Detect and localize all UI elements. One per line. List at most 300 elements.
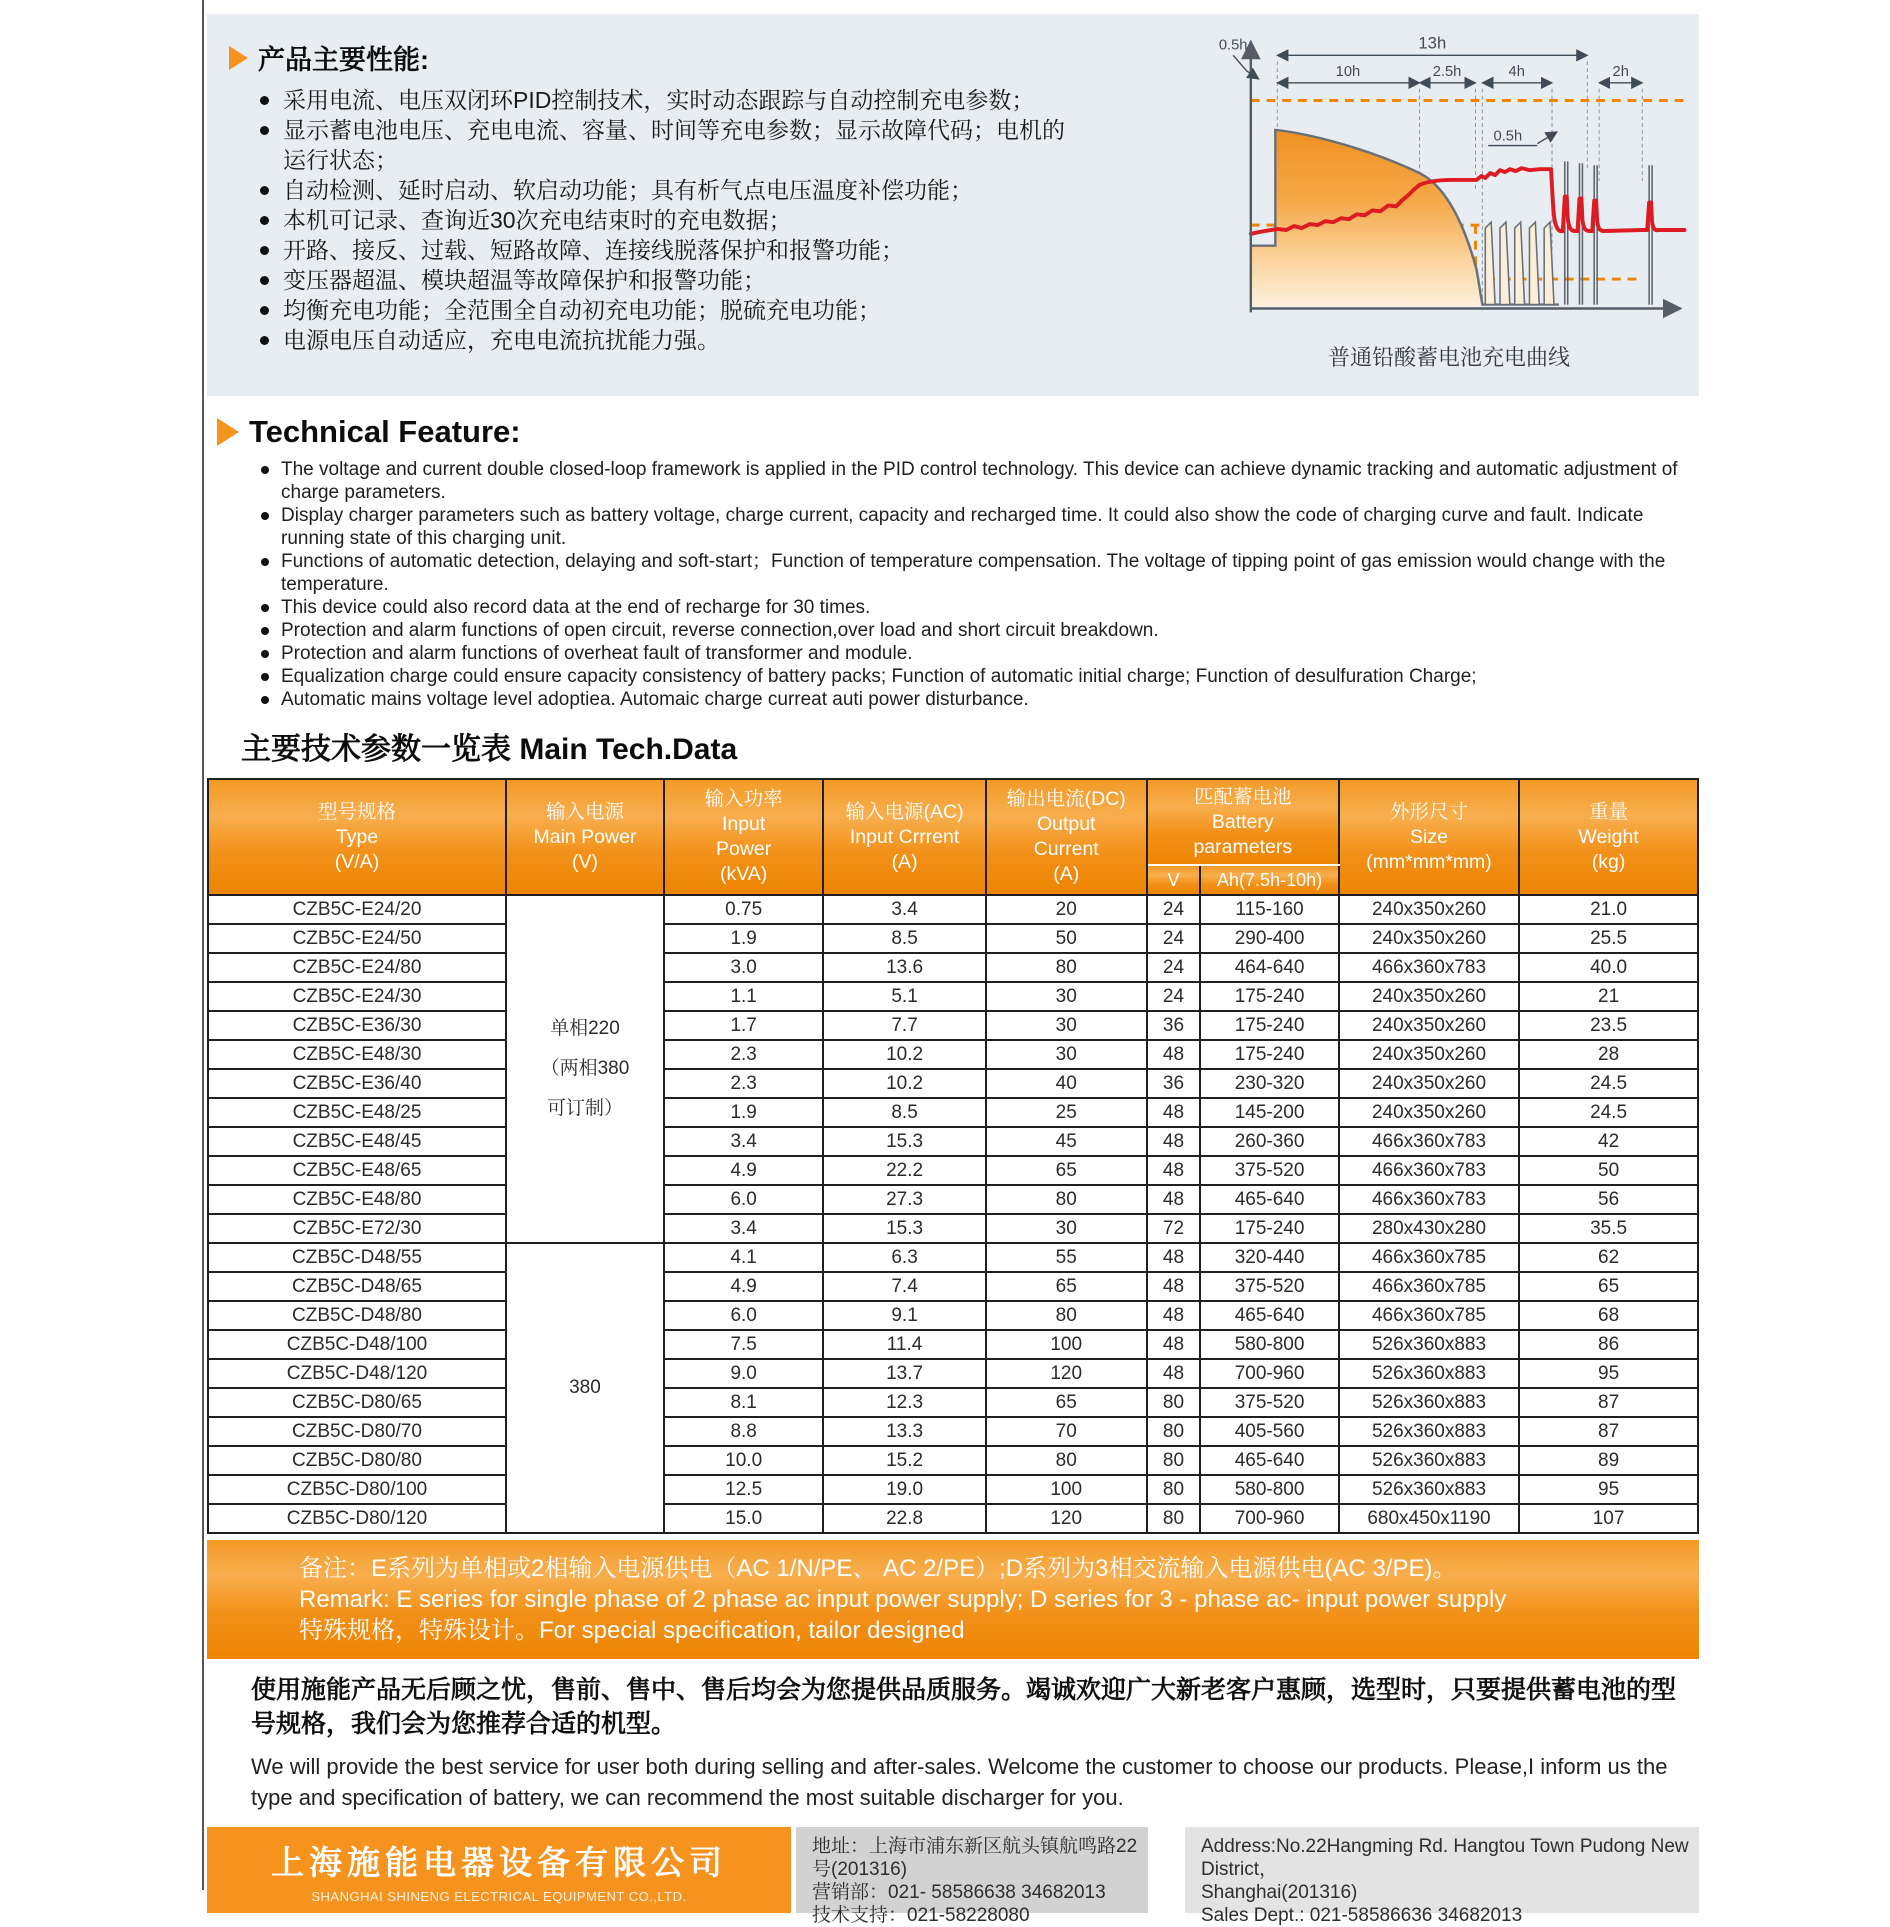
cell-battery-ah: 175-240 bbox=[1200, 1011, 1339, 1040]
cell-input-current: 13.6 bbox=[823, 953, 985, 982]
cell-output-current: 65 bbox=[986, 1388, 1147, 1417]
cell-size: 240x350x260 bbox=[1339, 1069, 1519, 1098]
spec-table-row bbox=[208, 1475, 1698, 1504]
cell-battery-ah: 145-200 bbox=[1200, 1098, 1339, 1127]
cell-battery-ah: 375-520 bbox=[1200, 1272, 1339, 1301]
technical-bullet: Equalization charge could ensure capacity consistency of battery packs; Function of automatic initial charge; Function of desulfuration Charge; bbox=[257, 665, 1705, 688]
spec-table-row bbox=[208, 1040, 1698, 1069]
performance-bullet: 自动检测、延时启动、软启动功能；具有析气点电压温度补偿功能； bbox=[255, 175, 1085, 205]
cell-battery-v: 48 bbox=[1147, 1301, 1201, 1330]
cell-input-current: 12.3 bbox=[823, 1388, 985, 1417]
cell-type: CZB5C-D80/100 bbox=[208, 1475, 506, 1504]
service-text-zh: 使用施能产品无后顾之忧，售前、售中、售后均会为您提供品质服务。竭诚欢迎广大新老客户惠顾，选型时，只要提供蓄电池的型号规格，我们会为您推荐合适的机型。 bbox=[251, 1676, 1677, 1738]
cell-weight: 95 bbox=[1519, 1359, 1698, 1388]
main-power-line: （两相380 bbox=[540, 1058, 630, 1079]
col-header-input-current bbox=[823, 779, 985, 895]
cell-weight: 21.0 bbox=[1519, 895, 1698, 924]
cell-type: CZB5C-D48/55 bbox=[208, 1243, 506, 1272]
company-name-zh: 上海施能电器设备有限公司 bbox=[271, 1843, 727, 1881]
cell-type: CZB5C-D80/65 bbox=[208, 1388, 506, 1417]
cell-type: CZB5C-D48/100 bbox=[208, 1330, 506, 1359]
cell-weight: 62 bbox=[1519, 1243, 1698, 1272]
cell-size: 280x430x280 bbox=[1339, 1214, 1519, 1243]
spec-table-row bbox=[208, 895, 1698, 924]
cell-weight: 65 bbox=[1519, 1272, 1698, 1301]
cell-type: CZB5C-E24/80 bbox=[208, 953, 506, 982]
cell-input-current: 5.1 bbox=[823, 982, 985, 1011]
cell-battery-v: 48 bbox=[1147, 1243, 1201, 1272]
table-title: 主要技术参数一览表 Main Tech.Data bbox=[241, 733, 738, 766]
service-section bbox=[207, 1673, 1691, 1813]
header-line: (mm*mm*mm) bbox=[1366, 850, 1492, 873]
spec-table-row bbox=[208, 1214, 1698, 1243]
cell-size: 526x360x883 bbox=[1339, 1330, 1519, 1359]
cell-weight: 87 bbox=[1519, 1388, 1698, 1417]
cell-type: CZB5C-D48/65 bbox=[208, 1272, 506, 1301]
spec-table-row bbox=[208, 924, 1698, 953]
cell-size: 526x360x883 bbox=[1339, 1388, 1519, 1417]
spec-table-row bbox=[208, 1388, 1698, 1417]
cell-input-current: 13.7 bbox=[823, 1359, 985, 1388]
col-header-battery-ah: Ah(7.5h-10h) bbox=[1200, 865, 1339, 895]
cell-size: 526x360x883 bbox=[1339, 1359, 1519, 1388]
cell-battery-v: 24 bbox=[1147, 982, 1201, 1011]
cell-type: CZB5C-D48/120 bbox=[208, 1359, 506, 1388]
performance-bullet: 变压器超温、模块超温等故障保护和报警功能； bbox=[255, 265, 1085, 295]
cell-main-power-merged bbox=[506, 1243, 664, 1533]
spec-table-row bbox=[208, 1330, 1698, 1359]
cell-size: 466x360x785 bbox=[1339, 1301, 1519, 1330]
col-header-size bbox=[1339, 779, 1519, 895]
cell-input-power: 4.9 bbox=[664, 1156, 823, 1185]
label-seg1: 10h bbox=[1335, 63, 1361, 80]
remark-line-zh: 备注：E系列为单相或2相输入电源供电（AC 1/N/PE、 AC 2/PE）;D系列为3相交流输入电源供电(AC 3/PE)。 bbox=[299, 1555, 1457, 1582]
header-line: 输入电源(AC) bbox=[845, 800, 964, 823]
cell-size: 240x350x260 bbox=[1339, 895, 1519, 924]
main-power-line: 单相220 bbox=[550, 1018, 620, 1039]
col-header-battery-v: V bbox=[1147, 865, 1201, 895]
cell-type: CZB5C-D80/120 bbox=[208, 1504, 506, 1533]
technical-feature-section bbox=[207, 414, 1699, 716]
cell-size: 240x350x260 bbox=[1339, 1098, 1519, 1127]
cell-size: 466x360x785 bbox=[1339, 1272, 1519, 1301]
cell-size: 466x360x783 bbox=[1339, 953, 1519, 982]
cell-type: CZB5C-E36/30 bbox=[208, 1011, 506, 1040]
cell-battery-ah: 700-960 bbox=[1200, 1359, 1339, 1388]
charging-curve-figure bbox=[1203, 22, 1695, 372]
cell-battery-v: 24 bbox=[1147, 924, 1201, 953]
performance-bullet-list bbox=[255, 85, 1085, 355]
cell-output-current: 40 bbox=[986, 1069, 1147, 1098]
technical-bullet: The voltage and current double closed-loop framework is applied in the PID control technology. This device can achieve dynamic tracking and automatic adjustment of charge parameters. bbox=[257, 458, 1705, 504]
header-line: (kVA) bbox=[719, 863, 768, 885]
cell-output-current: 70 bbox=[986, 1417, 1147, 1446]
label-seg2: 2.5h bbox=[1432, 63, 1462, 80]
address-en-line2: Shanghai(201316) bbox=[1201, 1882, 1358, 1903]
cell-battery-v: 36 bbox=[1147, 1011, 1201, 1040]
page-content bbox=[207, 0, 1699, 1926]
header-line: Input Crrrent bbox=[849, 825, 960, 848]
header-line: Current bbox=[1033, 838, 1099, 860]
spec-table-row bbox=[208, 1359, 1698, 1388]
spec-table-header bbox=[208, 779, 1698, 895]
triangle-bullet-icon bbox=[217, 418, 239, 446]
technical-feature-title bbox=[217, 414, 1699, 450]
cell-output-current: 20 bbox=[986, 895, 1147, 924]
contact-block-zh bbox=[796, 1827, 1148, 1926]
cell-weight: 107 bbox=[1519, 1504, 1698, 1533]
performance-bullet: 均衡充电功能；全范围全自动初充电功能；脱硫充电功能； bbox=[255, 295, 1085, 325]
cell-input-power: 9.0 bbox=[664, 1359, 823, 1388]
cell-type: CZB5C-E24/30 bbox=[208, 982, 506, 1011]
cell-input-power: 1.9 bbox=[664, 1098, 823, 1127]
cell-input-power: 3.4 bbox=[664, 1214, 823, 1243]
cell-battery-v: 80 bbox=[1147, 1446, 1201, 1475]
cell-input-power: 7.5 bbox=[664, 1330, 823, 1359]
cell-input-current: 10.2 bbox=[823, 1040, 985, 1069]
cell-input-power: 8.1 bbox=[664, 1388, 823, 1417]
cell-input-power: 1.1 bbox=[664, 982, 823, 1011]
spec-table-row bbox=[208, 1417, 1698, 1446]
col-header-type bbox=[208, 779, 506, 895]
top-band bbox=[207, 14, 1699, 396]
cell-input-power: 15.0 bbox=[664, 1504, 823, 1533]
cell-output-current: 45 bbox=[986, 1127, 1147, 1156]
cell-battery-v: 48 bbox=[1147, 1185, 1201, 1214]
cell-input-power: 12.5 bbox=[664, 1475, 823, 1504]
cell-input-power: 8.8 bbox=[664, 1417, 823, 1446]
remark-line-special: 特殊规格，特殊设计。For special specification, tailor designed bbox=[299, 1617, 965, 1644]
cell-battery-ah: 320-440 bbox=[1200, 1243, 1339, 1272]
cell-output-current: 100 bbox=[986, 1330, 1147, 1359]
cell-input-current: 15.2 bbox=[823, 1446, 985, 1475]
spec-table-row bbox=[208, 1272, 1698, 1301]
cell-input-current: 22.2 bbox=[823, 1156, 985, 1185]
spec-table bbox=[207, 778, 1699, 1534]
technical-bullet: Protection and alarm functions of overheat fault of transformer and module. bbox=[257, 642, 1705, 665]
header-line: (V/A) bbox=[334, 850, 380, 873]
sales-phone-zh: 营销部：021- 58586638 34682013 bbox=[812, 1882, 1106, 1903]
header-line: Weight bbox=[1578, 825, 1639, 848]
cell-battery-v: 48 bbox=[1147, 1330, 1201, 1359]
header-line: (V) bbox=[571, 850, 598, 873]
cell-type: CZB5C-D80/70 bbox=[208, 1417, 506, 1446]
header-line: parameters bbox=[1193, 835, 1293, 858]
cell-input-power: 2.3 bbox=[664, 1040, 823, 1069]
cell-weight: 95 bbox=[1519, 1475, 1698, 1504]
cell-type: CZB5C-D48/80 bbox=[208, 1301, 506, 1330]
cell-battery-ah: 230-320 bbox=[1200, 1069, 1339, 1098]
spec-table-row bbox=[208, 1156, 1698, 1185]
remark-band bbox=[207, 1540, 1699, 1659]
cell-weight: 21 bbox=[1519, 982, 1698, 1011]
cell-type: CZB5C-E48/80 bbox=[208, 1185, 506, 1214]
cell-battery-v: 48 bbox=[1147, 1156, 1201, 1185]
cell-input-current: 10.2 bbox=[823, 1069, 985, 1098]
cell-size: 526x360x883 bbox=[1339, 1475, 1519, 1504]
cell-battery-ah: 375-520 bbox=[1200, 1156, 1339, 1185]
spec-table-row bbox=[208, 1098, 1698, 1127]
cell-battery-v: 80 bbox=[1147, 1388, 1201, 1417]
service-text-en: We will provide the best service for user both during selling and after-sales. Welcome the customer to choose our products. Please,I inform us the type and specification of battery, we can recommend the most suitable discharger for you. bbox=[251, 1754, 1668, 1810]
cell-size: 526x360x883 bbox=[1339, 1446, 1519, 1475]
cell-type: CZB5C-D80/80 bbox=[208, 1446, 506, 1475]
cell-input-current: 7.7 bbox=[823, 1011, 985, 1040]
cell-size: 526x360x883 bbox=[1339, 1417, 1519, 1446]
current-area-fill bbox=[1251, 130, 1483, 307]
cell-input-current: 6.3 bbox=[823, 1243, 985, 1272]
header-line: Battery bbox=[1211, 810, 1274, 833]
cell-weight: 24.5 bbox=[1519, 1069, 1698, 1098]
cell-input-current: 3.4 bbox=[823, 895, 985, 924]
cell-weight: 42 bbox=[1519, 1127, 1698, 1156]
support-phone-zh: 技术支持：021-58228080 bbox=[812, 1905, 1030, 1926]
cell-battery-v: 48 bbox=[1147, 1098, 1201, 1127]
header-line: Power bbox=[716, 838, 772, 860]
cell-output-current: 120 bbox=[986, 1359, 1147, 1388]
cell-battery-ah: 465-640 bbox=[1200, 1185, 1339, 1214]
header-line: 重量 bbox=[1589, 800, 1629, 823]
cell-type: CZB5C-E36/40 bbox=[208, 1069, 506, 1098]
cell-weight: 23.5 bbox=[1519, 1011, 1698, 1040]
spec-table-row bbox=[208, 1446, 1698, 1475]
cell-output-current: 30 bbox=[986, 1040, 1147, 1069]
header-line: 外形尺寸 bbox=[1389, 800, 1468, 823]
cell-battery-v: 80 bbox=[1147, 1504, 1201, 1533]
cell-battery-v: 80 bbox=[1147, 1417, 1201, 1446]
cell-input-current: 19.0 bbox=[823, 1475, 985, 1504]
label-pre-charge: 0.5h bbox=[1218, 37, 1248, 54]
footer bbox=[207, 1827, 1699, 1926]
spec-table-row bbox=[208, 1011, 1698, 1040]
cell-battery-v: 72 bbox=[1147, 1214, 1201, 1243]
cell-input-current: 9.1 bbox=[823, 1301, 985, 1330]
technical-bullet: Automatic mains voltage level adoptiea. Automaic charge curreat auti power disturbance. bbox=[257, 688, 1705, 711]
cell-weight: 56 bbox=[1519, 1185, 1698, 1214]
header-line: 输入功率 bbox=[704, 788, 783, 810]
cell-weight: 28 bbox=[1519, 1040, 1698, 1069]
cell-type: CZB5C-E24/20 bbox=[208, 895, 506, 924]
cell-input-current: 15.3 bbox=[823, 1214, 985, 1243]
cell-input-current: 7.4 bbox=[823, 1272, 985, 1301]
cell-input-power: 10.0 bbox=[664, 1446, 823, 1475]
page-left-rule bbox=[202, 0, 204, 1890]
header-line: 输入电源 bbox=[545, 800, 624, 823]
cell-input-power: 6.0 bbox=[664, 1185, 823, 1214]
cell-input-power: 3.0 bbox=[664, 953, 823, 982]
cell-battery-v: 24 bbox=[1147, 895, 1201, 924]
cell-input-power: 0.75 bbox=[664, 895, 823, 924]
cell-battery-v: 36 bbox=[1147, 1069, 1201, 1098]
header-line: (A) bbox=[1053, 863, 1080, 885]
header-line: Size bbox=[1410, 825, 1448, 848]
performance-section bbox=[207, 14, 1109, 355]
cell-battery-ah: 290-400 bbox=[1200, 924, 1339, 953]
cell-size: 680x450x1190 bbox=[1339, 1504, 1519, 1533]
technical-bullet-list bbox=[257, 458, 1705, 711]
cell-battery-ah: 115-160 bbox=[1200, 895, 1339, 924]
cell-output-current: 100 bbox=[986, 1475, 1147, 1504]
cell-input-current: 27.3 bbox=[823, 1185, 985, 1214]
main-power-line: 可订制） bbox=[546, 1098, 623, 1119]
label-seg3: 4h bbox=[1508, 63, 1525, 80]
cell-size: 240x350x260 bbox=[1339, 1011, 1519, 1040]
cell-battery-ah: 175-240 bbox=[1200, 1214, 1339, 1243]
header-line: Type bbox=[335, 825, 379, 848]
cell-battery-v: 48 bbox=[1147, 1272, 1201, 1301]
cell-output-current: 80 bbox=[986, 1446, 1147, 1475]
cell-weight: 89 bbox=[1519, 1446, 1698, 1475]
cell-main-power-merged bbox=[506, 895, 664, 1243]
technical-bullet: Display charger parameters such as battery voltage, charge current, capacity and recharged time. It could also show the code of charging curve and fault. Indicate running state of this charging unit. bbox=[257, 504, 1705, 550]
col-header-battery bbox=[1147, 779, 1339, 865]
company-logo-block bbox=[207, 1827, 791, 1913]
pulse-comb bbox=[1485, 222, 1554, 304]
cell-input-current: 11.4 bbox=[823, 1330, 985, 1359]
cell-input-current: 8.5 bbox=[823, 924, 985, 953]
performance-bullet: 开路、接反、过载、短路故障、连接线脱落保护和报警功能； bbox=[255, 235, 1085, 265]
cell-size: 466x360x783 bbox=[1339, 1156, 1519, 1185]
cell-weight: 35.5 bbox=[1519, 1214, 1698, 1243]
company-name-en: SHANGHAI SHINENG ELECTRICAL EQUIPMENT CO.,LTD. bbox=[311, 1888, 687, 1904]
cell-type: CZB5C-E48/65 bbox=[208, 1156, 506, 1185]
spec-table-row bbox=[208, 1301, 1698, 1330]
address-zh: 地址：上海市浦东新区航头镇航鸣路22号(201316) bbox=[812, 1836, 1138, 1880]
cell-battery-ah: 465-640 bbox=[1200, 1446, 1339, 1475]
remark-line-en: Remark: E series for single phase of 2 phase ac input power supply; D series for 3 - phase ac- input power supply bbox=[299, 1586, 1507, 1613]
label-seg4: 2h bbox=[1612, 63, 1629, 80]
cell-weight: 25.5 bbox=[1519, 924, 1698, 953]
header-line: 匹配蓄电池 bbox=[1194, 785, 1292, 808]
address-en-line1: Address:No.22Hangming Rd. Hangtou Town Pudong New District， bbox=[1201, 1836, 1689, 1880]
cell-type: CZB5C-E48/30 bbox=[208, 1040, 506, 1069]
cell-size: 466x360x783 bbox=[1339, 1185, 1519, 1214]
spec-table-body bbox=[208, 895, 1698, 1533]
contact-block-en bbox=[1185, 1827, 1699, 1926]
header-row bbox=[208, 779, 1698, 865]
spec-table-row bbox=[208, 953, 1698, 982]
header-line: 型号规格 bbox=[317, 800, 396, 823]
header-line: 输出电流(DC) bbox=[1006, 788, 1126, 810]
cell-input-power: 1.9 bbox=[664, 924, 823, 953]
header-line: (kg) bbox=[1591, 850, 1626, 873]
cell-battery-v: 80 bbox=[1147, 1475, 1201, 1504]
cell-input-power: 4.9 bbox=[664, 1272, 823, 1301]
cell-weight: 87 bbox=[1519, 1417, 1698, 1446]
cell-output-current: 80 bbox=[986, 953, 1147, 982]
cell-battery-ah: 175-240 bbox=[1200, 982, 1339, 1011]
cell-input-current: 15.3 bbox=[823, 1127, 985, 1156]
main-power-line: 380 bbox=[569, 1377, 601, 1398]
header-line: Output bbox=[1036, 813, 1096, 835]
header-line: Main Power bbox=[533, 825, 637, 848]
cell-output-current: 30 bbox=[986, 982, 1147, 1011]
cell-output-current: 30 bbox=[986, 1214, 1147, 1243]
cell-input-current: 8.5 bbox=[823, 1098, 985, 1127]
spec-table-row bbox=[208, 982, 1698, 1011]
technical-bullet: This device could also record data at the end of recharge for 30 times. bbox=[257, 596, 1705, 619]
cell-size: 240x350x260 bbox=[1339, 924, 1519, 953]
performance-title bbox=[229, 38, 1109, 77]
time-labels bbox=[1219, 33, 1629, 144]
cell-type: CZB5C-E48/25 bbox=[208, 1098, 506, 1127]
col-header-input-power bbox=[664, 779, 823, 895]
cell-input-power: 6.0 bbox=[664, 1301, 823, 1330]
spec-table-row bbox=[208, 1185, 1698, 1214]
performance-bullet: 采用电流、电压双闭环PID控制技术，实时动态跟踪与自动控制充电参数； bbox=[255, 85, 1085, 115]
narrow-pulses bbox=[1565, 161, 1652, 304]
cell-battery-v: 48 bbox=[1147, 1127, 1201, 1156]
cell-output-current: 55 bbox=[986, 1243, 1147, 1272]
cell-type: CZB5C-E48/45 bbox=[208, 1127, 506, 1156]
cell-input-power: 1.7 bbox=[664, 1011, 823, 1040]
cell-battery-ah: 260-360 bbox=[1200, 1127, 1339, 1156]
label-mid: 0.5h bbox=[1493, 128, 1523, 145]
technical-feature-title-text: Technical Feature: bbox=[249, 414, 521, 449]
cell-battery-v: 48 bbox=[1147, 1359, 1201, 1388]
col-header-weight bbox=[1519, 779, 1698, 895]
triangle-bullet-icon bbox=[229, 46, 248, 70]
cell-size: 466x360x783 bbox=[1339, 1127, 1519, 1156]
cell-battery-ah: 465-640 bbox=[1200, 1301, 1339, 1330]
cell-output-current: 25 bbox=[986, 1098, 1147, 1127]
spec-table-row bbox=[208, 1243, 1698, 1272]
performance-bullet: 电源电压自动适应，充电电流抗扰能力强。 bbox=[255, 325, 1085, 355]
technical-bullet: Functions of automatic detection, delaying and soft-start；Function of temperature compensation. The voltage of tipping point of gas emission would change with the temperature. bbox=[257, 550, 1705, 596]
cell-weight: 68 bbox=[1519, 1301, 1698, 1330]
cell-size: 240x350x260 bbox=[1339, 1040, 1519, 1069]
cell-weight: 86 bbox=[1519, 1330, 1698, 1359]
technical-bullet: Protection and alarm functions of open circuit, reverse connection,over load and short circuit breakdown. bbox=[257, 619, 1705, 642]
cell-input-current: 22.8 bbox=[823, 1504, 985, 1533]
cell-battery-v: 48 bbox=[1147, 1040, 1201, 1069]
cell-size: 466x360x785 bbox=[1339, 1243, 1519, 1272]
cell-type: CZB5C-E24/50 bbox=[208, 924, 506, 953]
cell-output-current: 80 bbox=[986, 1301, 1147, 1330]
cell-size: 240x350x260 bbox=[1339, 982, 1519, 1011]
performance-bullet: 显示蓄电池电压、充电电流、容量、时间等充电参数；显示故障代码；电机的运行状态； bbox=[255, 115, 1085, 175]
cell-battery-ah: 405-560 bbox=[1200, 1417, 1339, 1446]
cell-output-current: 80 bbox=[986, 1185, 1147, 1214]
cell-output-current: 120 bbox=[986, 1504, 1147, 1533]
performance-bullet: 本机可记录、查询近30次充电结束时的充电数据； bbox=[255, 205, 1085, 235]
cell-weight: 40.0 bbox=[1519, 953, 1698, 982]
chart-caption: 普通铅酸蓄电池充电曲线 bbox=[1327, 345, 1570, 370]
cell-weight: 24.5 bbox=[1519, 1098, 1698, 1127]
cell-battery-ah: 464-640 bbox=[1200, 953, 1339, 982]
cell-type: CZB5C-E72/30 bbox=[208, 1214, 506, 1243]
cell-output-current: 65 bbox=[986, 1156, 1147, 1185]
performance-title-text: 产品主要性能: bbox=[258, 45, 429, 75]
charging-curve-chart bbox=[1203, 22, 1695, 334]
cell-output-current: 50 bbox=[986, 924, 1147, 953]
cell-input-current: 13.3 bbox=[823, 1417, 985, 1446]
cell-battery-ah: 580-800 bbox=[1200, 1330, 1339, 1359]
header-line: Input bbox=[721, 813, 766, 835]
col-header-output-current bbox=[986, 779, 1147, 895]
spec-table-row bbox=[208, 1069, 1698, 1098]
cell-battery-ah: 175-240 bbox=[1200, 1040, 1339, 1069]
header-line: (A) bbox=[891, 850, 918, 873]
cell-input-power: 3.4 bbox=[664, 1127, 823, 1156]
cell-output-current: 65 bbox=[986, 1272, 1147, 1301]
cell-input-power: 2.3 bbox=[664, 1069, 823, 1098]
cell-battery-ah: 580-800 bbox=[1200, 1475, 1339, 1504]
spec-table-row bbox=[208, 1127, 1698, 1156]
cell-weight: 50 bbox=[1519, 1156, 1698, 1185]
sales-phone-en: Sales Dept.: 021-58586636 34682013 bbox=[1201, 1905, 1523, 1926]
cell-battery-v: 24 bbox=[1147, 953, 1201, 982]
